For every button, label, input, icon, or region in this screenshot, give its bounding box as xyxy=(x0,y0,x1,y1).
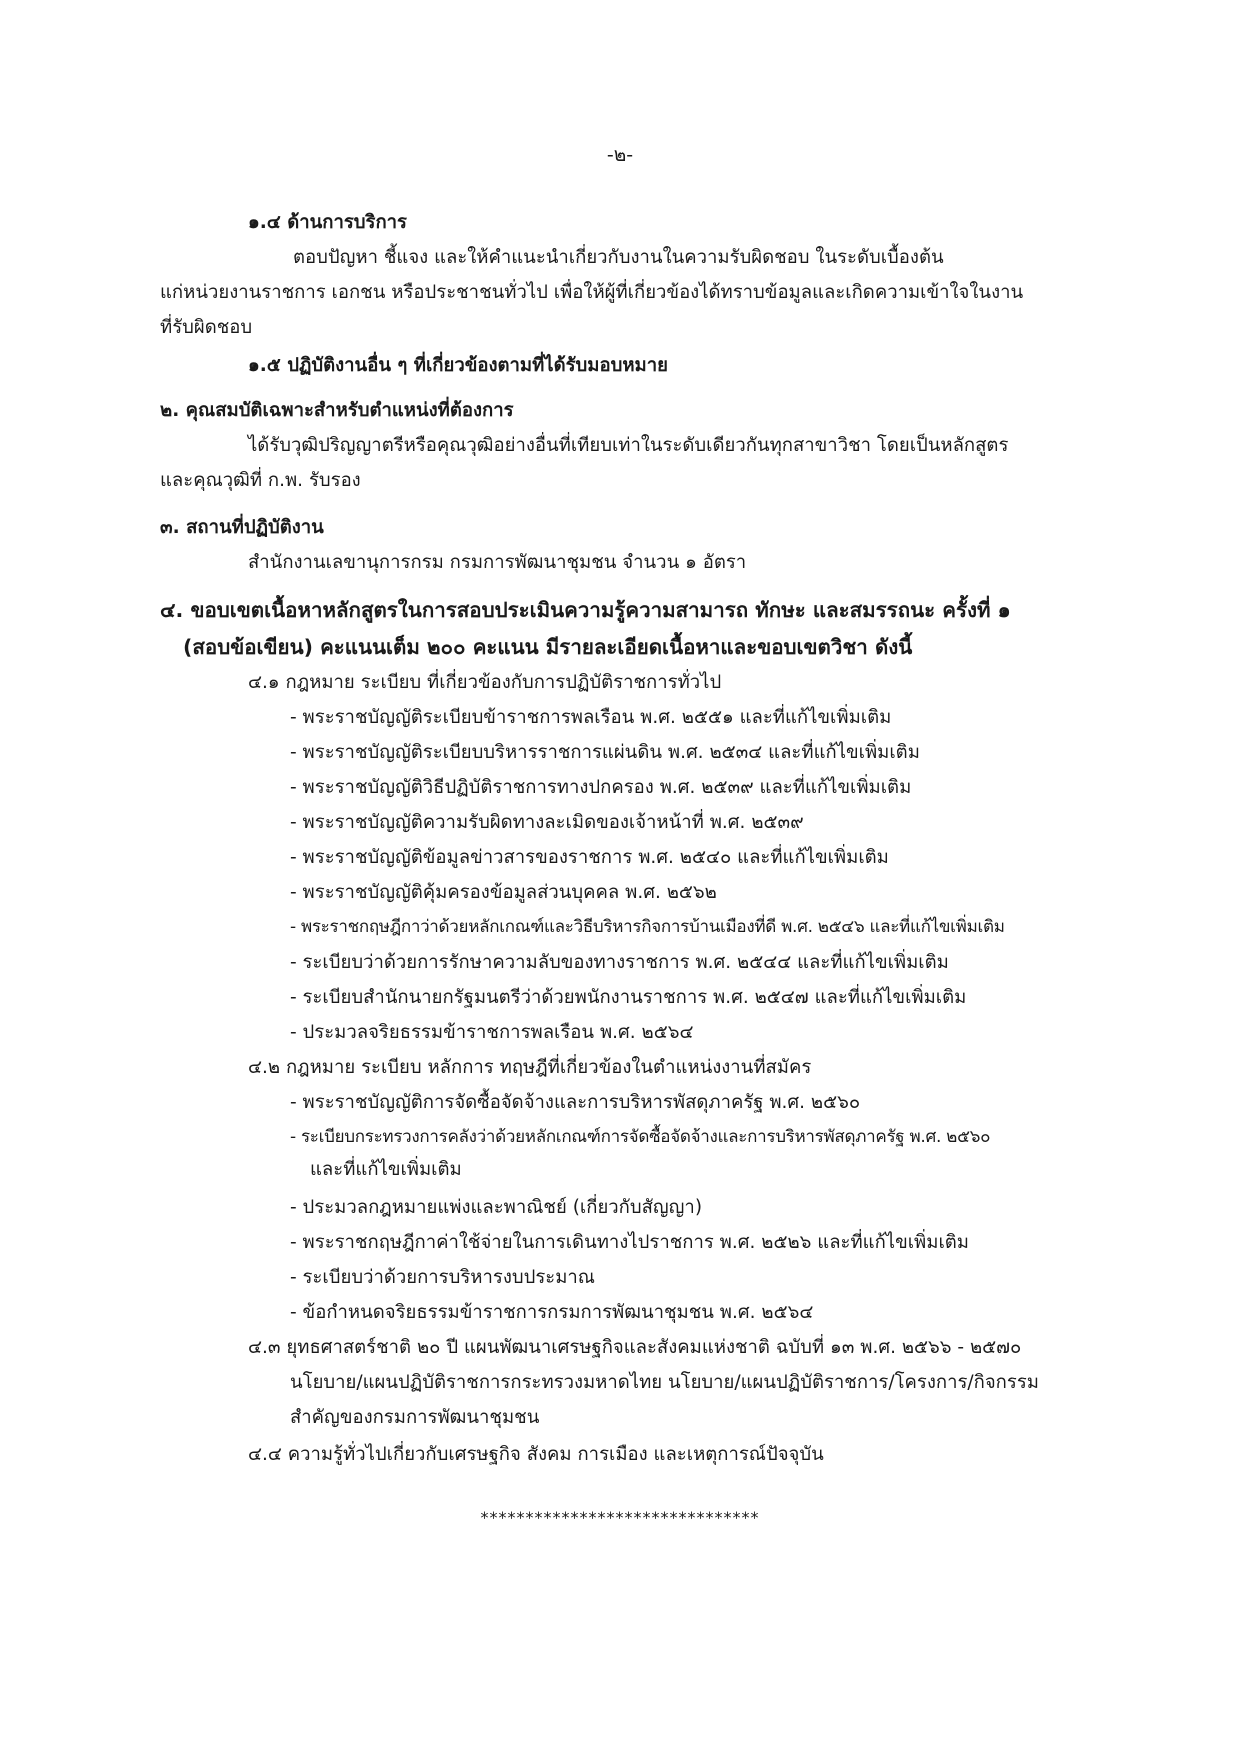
list-item: - พระราชบัญญัติระเบียบบริหารราชการแผ่นดิน พ.ศ. ๒๕๓๔ และที่แก้ไขเพิ่มเติม xyxy=(290,742,920,763)
section-2-line-1: ได้รับวุฒิปริญญาตรีหรือคุณวุฒิอย่างอื่นที่เทียบเท่าในระดับเดียวกันทุกสาขาวิชา โดยเป็นหลักสูตร xyxy=(248,435,1009,456)
section-3-text: สำนักงานเลขานุการกรม กรมการพัฒนาชุมชน จำนวน ๑ อัตรา xyxy=(248,552,747,573)
list-item: - ประมวลกฎหมายแพ่งและพาณิชย์ (เกี่ยวกับสัญญา) xyxy=(290,1197,703,1218)
list-item: - พระราชกฤษฎีกาค่าใช้จ่ายในการเดินทางไปราชการ พ.ศ. ๒๕๒๖ และที่แก้ไขเพิ่มเติม xyxy=(290,1232,969,1253)
section-1-4-heading: ๑.๔ ด้านการบริการ xyxy=(248,212,407,233)
list-item: - พระราชบัญญัติข้อมูลข่าวสารของราชการ พ.ศ. ๒๕๔๐ และที่แก้ไขเพิ่มเติม xyxy=(290,847,889,868)
list-item: - พระราชบัญญัติวิธีปฏิบัติราชการทางปกครอง พ.ศ. ๒๕๓๙ และที่แก้ไขเพิ่มเติม xyxy=(290,777,912,798)
footer-separator: ******************************* xyxy=(480,1508,760,1527)
list-item: - พระราชกฤษฎีกาว่าด้วยหลักเกณฑ์และวิธีบริหารกิจการบ้านเมืองที่ดี พ.ศ. ๒๕๔๖ และที่แก้ไขเพิ่มเติม xyxy=(290,917,1005,937)
section-1-4-line-1: ตอบปัญหา ชี้แจง และให้คำแนะนำเกี่ยวกับงานในความรับผิดชอบ ในระดับเบื้องต้น xyxy=(293,247,944,268)
section-1-4-line-2: แก่หน่วยงานราชการ เอกชน หรือประชาชนทั่วไป เพื่อให้ผู้ที่เกี่ยวข้องได้ทราบข้อมูลและเกิดความเข้าใจในงาน xyxy=(160,282,1024,303)
list-item-continuation: และที่แก้ไขเพิ่มเติม xyxy=(310,1159,462,1180)
subsection-4-3-line-2: นโยบาย/แผนปฏิบัติราชการกระทรวงมหาดไทย นโยบาย/แผนปฏิบัติราชการ/โครงการ/กิจกรรม xyxy=(290,1372,1039,1393)
subsection-4-1-title: ๔.๑ กฎหมาย ระเบียบ ที่เกี่ยวข้องกับการปฏิบัติราชการทั่วไป xyxy=(248,672,722,693)
subsection-4-3-line-3: สำคัญของกรมการพัฒนาชุมชน xyxy=(290,1407,540,1428)
section-3-heading: ๓. สถานที่ปฏิบัติงาน xyxy=(160,517,324,538)
list-item: - พระราชบัญญัติคุ้มครองข้อมูลส่วนบุคคล พ.ศ. ๒๕๖๒ xyxy=(290,882,717,903)
section-1-5-heading: ๑.๕ ปฏิบัติงานอื่น ๆ ที่เกี่ยวข้องตามที่ได้รับมอบหมาย xyxy=(248,355,668,376)
list-item: - ข้อกำหนดจริยธรรมข้าราชการกรมการพัฒนาชุมชน พ.ศ. ๒๕๖๔ xyxy=(290,1302,814,1323)
list-item: - ประมวลจริยธรรมข้าราชการพลเรือน พ.ศ. ๒๕๖๔ xyxy=(290,1022,694,1043)
list-item: - พระราชบัญญัติความรับผิดทางละเมิดของเจ้าหน้าที่ พ.ศ. ๒๕๓๙ xyxy=(290,812,804,833)
page-number: -๒- xyxy=(606,144,634,166)
section-4-heading-line-2: (สอบข้อเขียน) คะแนนเต็ม ๒๐๐ คะแนน มีรายละเอียดเนื้อหาและขอบเขตวิชา ดังนี้ xyxy=(183,635,913,659)
section-2-heading: ๒. คุณสมบัติเฉพาะสำหรับตำแหน่งที่ต้องการ xyxy=(160,400,514,421)
list-item: - ระเบียบกระทรวงการคลังว่าด้วยหลักเกณฑ์การจัดซื้อจัดจ้างและการบริหารพัสดุภาครัฐ พ.ศ. ๒๕๖๐ xyxy=(290,1127,991,1147)
list-item: - ระเบียบว่าด้วยการรักษาความลับของทางราชการ พ.ศ. ๒๕๔๔ และที่แก้ไขเพิ่มเติม xyxy=(290,952,949,973)
list-item: - ระเบียบสำนักนายกรัฐมนตรีว่าด้วยพนักงานราชการ พ.ศ. ๒๕๔๗ และที่แก้ไขเพิ่มเติม xyxy=(290,987,967,1008)
subsection-4-4-title: ๔.๔ ความรู้ทั่วไปเกี่ยวกับเศรษฐกิจ สังคม การเมือง และเหตุการณ์ปัจจุบัน xyxy=(248,1444,824,1465)
section-1-4-line-3: ที่รับผิดชอบ xyxy=(160,317,253,338)
section-4-heading-line-1: ๔. ขอบเขตเนื้อหาหลักสูตรในการสอบประเมินความรู้ความสามารถ ทักษะ และสมรรถนะ ครั้งที่ ๑ xyxy=(160,598,1011,622)
subsection-4-3-line-1: ๔.๓ ยุทธศาสตร์ชาติ ๒๐ ปี แผนพัฒนาเศรษฐกิจและสังคมแห่งชาติ ฉบับที่ ๑๓ พ.ศ. ๒๕๖๖ - ๒๕๗๐ xyxy=(248,1337,1022,1358)
subsection-4-2-title: ๔.๒ กฎหมาย ระเบียบ หลักการ ทฤษฎีที่เกี่ยวข้องในตำแหน่งงานที่สมัคร xyxy=(248,1057,812,1078)
section-2-line-2: และคุณวุฒิที่ ก.พ. รับรอง xyxy=(160,470,361,491)
list-item: - พระราชบัญญัติการจัดซื้อจัดจ้างและการบริหารพัสดุภาครัฐ พ.ศ. ๒๕๖๐ xyxy=(290,1092,861,1113)
list-item: - ระเบียบว่าด้วยการบริหารงบประมาณ xyxy=(290,1267,595,1288)
list-item: - พระราชบัญญัติระเบียบข้าราชการพลเรือน พ.ศ. ๒๕๕๑ และที่แก้ไขเพิ่มเติม xyxy=(290,707,892,728)
